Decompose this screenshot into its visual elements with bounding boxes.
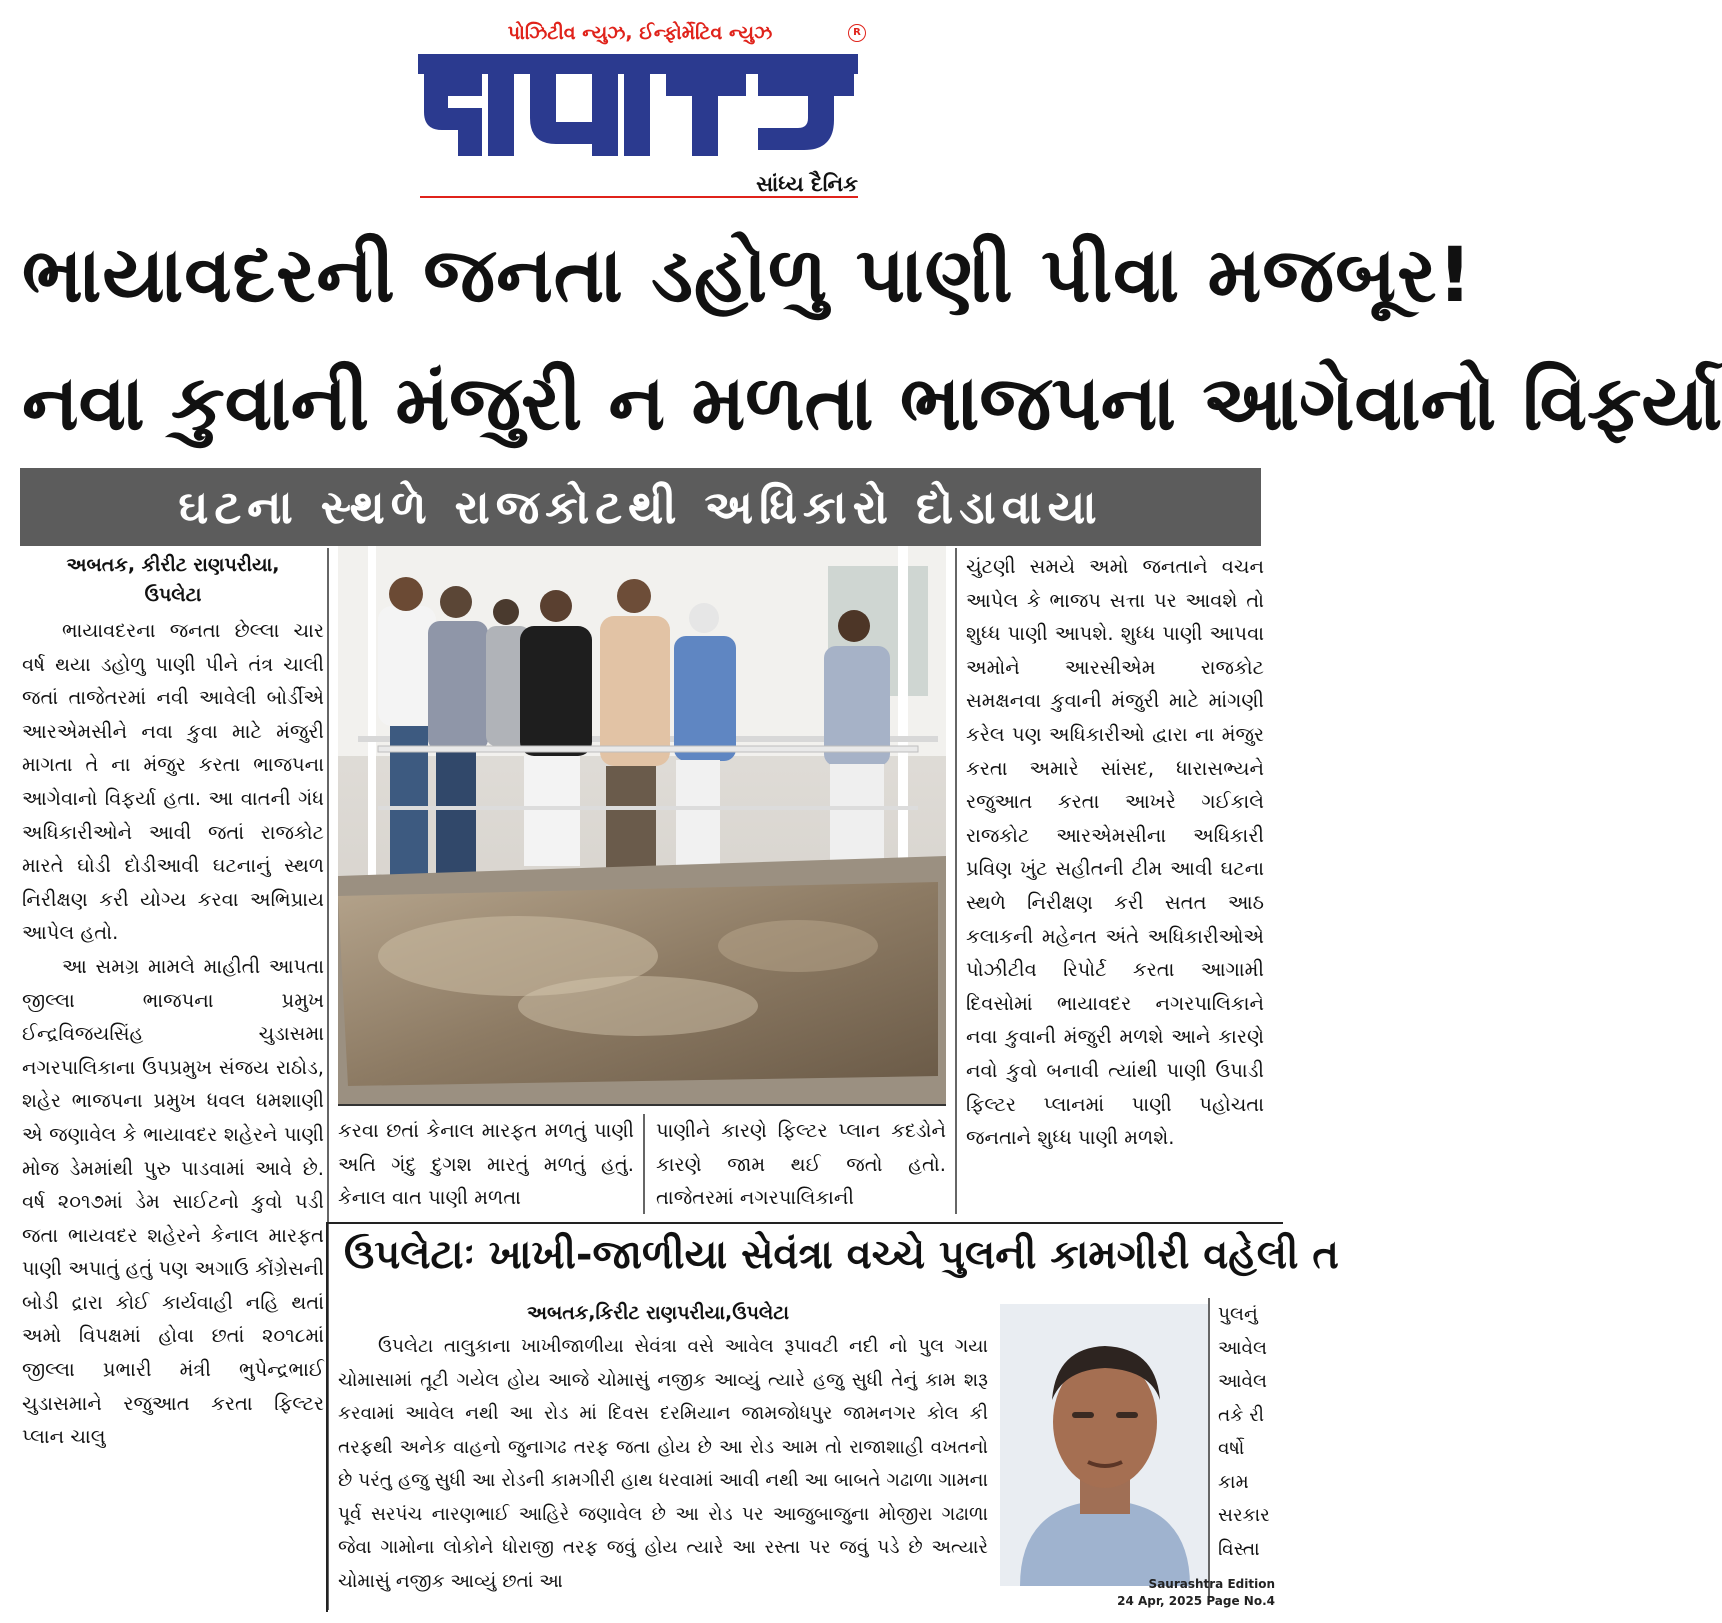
story2-fragment: વર્ષો [1218,1438,1245,1459]
subheadline-text: ઘટના સ્થળે રાજકોટથી અધિકારો દોડાવાયા [178,480,1103,534]
headline-secondary: નવા કુવાની મંજુરી ન મળતા ભાજપના આગેવાનો વિફર્યા [22,358,1722,447]
story2-fragment: આવેલ [1218,1337,1268,1359]
headline-primary: ભાયાવદરની જનતા ડહોળુ પાણી પીવા મજબૂર! [22,230,1474,319]
edition-name: Saurashtra Edition [1148,1577,1275,1591]
story2-fragment: કામ [1218,1471,1249,1493]
byline-name: અબતક, કીરીટ રાણપરીયા, [66,554,280,576]
story1-column-1 [22,614,324,1614]
story2-body [338,1330,988,1600]
story1-column-4 [966,550,1264,1216]
registered-mark-icon: R [848,24,866,42]
edition-info [1080,1576,1275,1610]
masthead-tagline: પોઝિટીવ ન્યુઝ, ઈન્ફોર્મેટિવ ન્યુઝ [507,22,773,44]
story2-headline: ઉપલેટાઃ ખાખી-જાળીયા સેવંત્રા વચ્ચે પુલની કામગીરી વહેલી ત [344,1232,1339,1278]
story2-fragment: સરકાર [1218,1505,1270,1526]
logo-text: અબતક [418,46,422,47]
story1-column-2-text: કરવા છતાં કેનાલ મારફત મળતું પાણી અતિ ગંદુ દુગશ મારતું મળતું હતું. કેનાલ વાત પાણી મળતા [338,1119,634,1210]
edition-date-page: 24 Apr, 2025 Page No.4 [1117,1594,1275,1608]
story2-fragment: વિસ્તા [1218,1538,1260,1560]
story2-paragraph: ઉપલેટા તાલુકાના ખાખીજાળીયા સેવંત્રા વસે આવેલ રૂપાવટી નદી નો પુલ ગયા ચોમાસામાં તૂટી ગયેલ હોય આજે ચોમાસું નજીક આવ્યું ત્યારે હજુ સુધી તેનું કામ શરૂ કરવામાં આવેલ નથી આ રોડ માં દિવસ દરમિયાન જામજોધપુર જામનગર કોલ કી તરફથી અનેક વાહનો જુનાગઢ તરફ જતા હોય છે આ રોડ આમ તો રાજાશાહી વખતનો છે પરંતુ હજુ સુધી આ રોડની કામગીરી હાથ ધરવામાં આવી નથી આ બાબતે ગઢાળા ગામના પૂર્વ સરપંચ નારણભાઈ આહિરે જણાવેલ છે આ રોડ પર આજુબાજુના મોજીરા ગઢાળા જેવા ગામોના લોકોને ધોરાજી તરફ જવું હોય ત્યારે આ રસ્તા પર જવું પડે છે અત્યારે ચોમાસું નજીક આવ્યું છતાં આ [338,1336,988,1592]
story2-fragment: આવેલ [1218,1371,1268,1392]
story1-paragraph-1: ભાયાવદરના જનતા છેલ્લા ચાર વર્ષ થયા ડહોળુ પાણી પીને તંત્ર ચાલી જતાં તાજેતરમાં નવી આવેલી બોર્ડીએ આરએમસીને નવા કુવા માટે મંજુરી માગતા તે ના મંજુર કરતા ભાજપના આગેવાનો વિફર્યા હતા. આ વાતની ગંધ અધિકારીઓને આવી જતાં રાજકોટ મારતે ઘોડી દોડીઆવી ઘટનાનું સ્થળ નિરીક્ષણ કરી યોગ્ય કરવા અભિપ્રાય આપેલ હતો. [22,619,324,945]
story1-column-4-text: ચુંટણી સમયે અમો જનતાને વચન આપેલ કે ભાજપ સત્તા પર આવશે તો શુધ્ધ પાણી આપશે. શુધ્ધ પાણી આપવા અમોને આરસીએમ રાજકોટ સમક્ષનવા કુવાની મંજુરી માટે માંગણી કરેલ પણ અધિકારીઓ દ્વારા ના મંજુર કરતા અમારે સાંસદ, ધારાસભ્યને રજુઆત કરતા આખરે ગઈકાલે રાજકોટ આરએમસીના અધિકારી પ્રવિણ ખુંટ સહીતની ટીમ આવી ઘટના સ્થળે નિરીક્ષણ કરી સતત આઠ કલાકની મહેનત અંતે અધિકારીઓએ પોઝીટીવ રિપોર્ટ કરતા આગામી દિવસોમાં ભાયાવદર નગરપાલિકાને નવા કુવાની મંજુરી મળશે આને કારણે નવો કુવો બનાવી ત્યાંથી પાણી ઉપાડી ફિલ્ટર પ્લાનમાં પાણી પહોચતા જનતાને શુધ્ધ પાણી મળશે. [966,555,1264,1150]
story1-byline [38,550,308,610]
column-divider [643,1114,645,1214]
story2-fragment: તકે રી [1218,1404,1265,1426]
byline-place: ઉપલેટા [144,584,202,606]
column-divider [1208,1298,1210,1598]
story2-byline: અબતક,કિરીટ રાણપરીયા,ઉપલેટા [526,1302,789,1324]
column-divider [955,548,957,1214]
story2-fragment: પુલનું [1218,1304,1258,1325]
inspection-photo [338,546,946,1104]
masthead-subtitle: સાંધ્ય દૈનિક [756,172,858,196]
story1-column-3-text: પાણીને કારણે ફિલ્ટર પ્લાન કદડોને કારણે જામ થઈ જતો હતો. તાજેતરમાં નગરપાલિકાની [656,1119,946,1210]
story1-paragraph-2: આ સમગ્ર મામલે માહીતી આપતા જીલ્લા ભાજપના પ્રમુખ ઈન્દ્રવિજયસિંહ ચુડાસમા નગરપાલિકાના ઉપપ્રમુખ સંજય રાઠોડ, શહેર ભાજપના પ્રમુખ ધવલ ધમશાણી એ જણાવેલ કે ભાયાવદર શહેરને પાણી મોજ ડેમમાંથી પુરુ પાડવામાં આવે છે. વર્ષ ૨૦૧૭માં ડેમ સાઈટનો કુવો પડી જતા ભાયવદર શહેરને કેનાલ મારફત પાણી અપાતું હતું પણ અગાઉ કોંગ્રેસની બોડી દ્રારા કોઈ કાર્યવાહી નહિ થતાં અમો વિપક્ષમાં હોવા છતાં ૨૦૧૮માં જીલ્લા પ્રભારી મંત્રી ભુપેન્દ્રભાઈ ચુડાસમાને રજુઆત કરતા ફિલ્ટર પ્લાન ચાલુ [22,954,324,1449]
newspaper-logo [418,46,858,164]
photo-rule [338,1104,946,1106]
story2-right-column [1218,1298,1280,1600]
masthead-rule [420,196,858,198]
portrait-photo [1000,1304,1210,1586]
story1-column-2 [338,1114,634,1216]
story1-column-3 [656,1114,946,1216]
